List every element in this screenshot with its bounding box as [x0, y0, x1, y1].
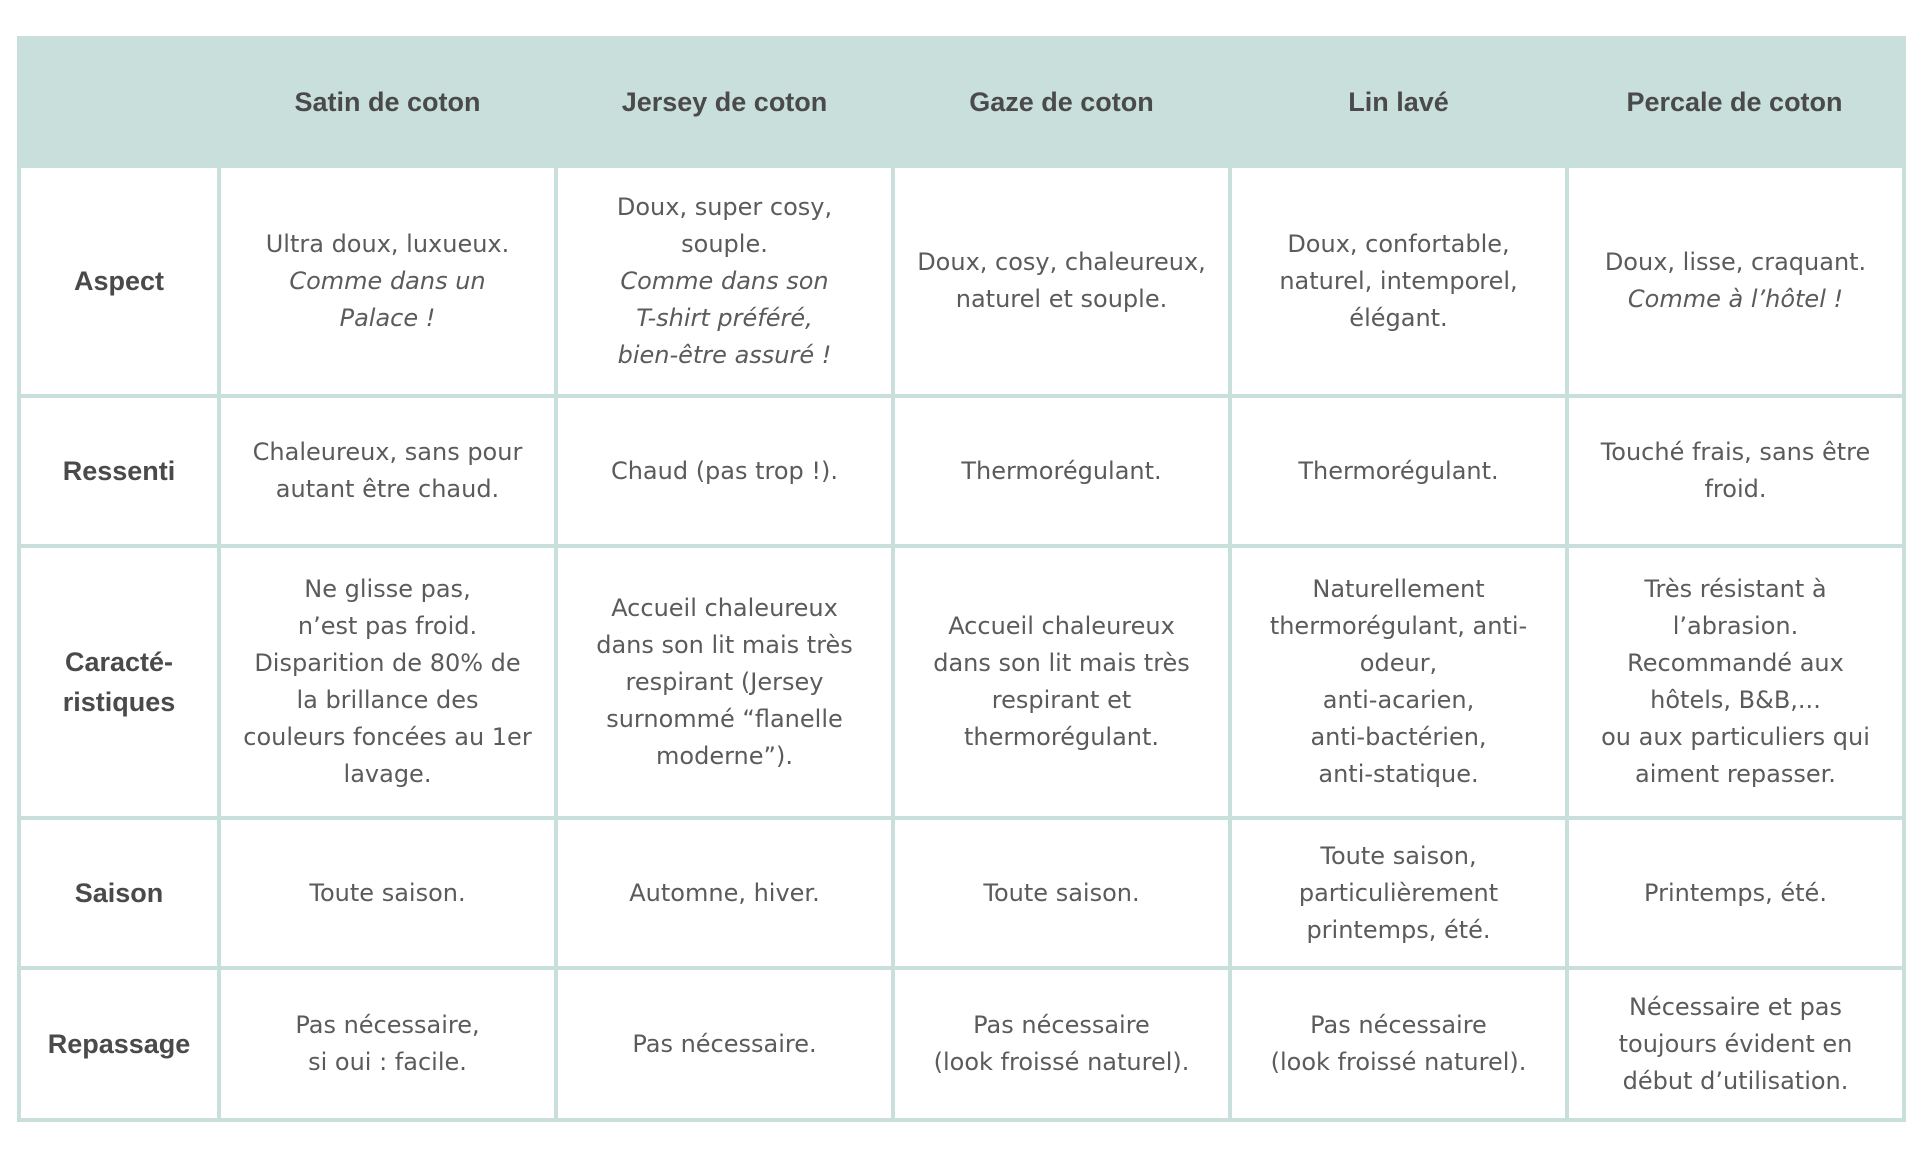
cell-line: froid.: [1704, 475, 1767, 503]
cell-line: Accueil chaleureux: [611, 593, 838, 622]
cell-line-italic: bien-être assuré !: [617, 340, 832, 369]
cell-line: (look froissé naturel).: [933, 1048, 1190, 1076]
cell-line: Pas nécessaire: [973, 1011, 1150, 1039]
cell-line: Toute saison,: [1320, 841, 1477, 870]
cell-line-italic: Comme dans un: [289, 266, 486, 295]
cell-line: naturel, intemporel,: [1279, 266, 1518, 295]
cell-line: anti-bactérien,: [1310, 723, 1487, 751]
cell-saison-satin: [219, 818, 556, 968]
cell-line: respirant et: [991, 686, 1132, 714]
cell-line: Toute saison.: [983, 878, 1140, 907]
cell-line: moderne”).: [656, 741, 793, 770]
cell-ressenti-satin: [219, 396, 556, 546]
cell-line: souple.: [681, 229, 768, 258]
cell-caracteristiques-lin: [1230, 546, 1567, 818]
cell-caracteristiques-satin: [219, 546, 556, 818]
column-header-lin: Lin lavé: [1230, 38, 1567, 166]
cell-line: Nécessaire et pas: [1628, 992, 1843, 1021]
cell-caracteristiques-jersey: [556, 546, 893, 818]
cell-line: anti-acarien,: [1322, 686, 1475, 714]
cell-line: odeur,: [1359, 649, 1438, 677]
cell-line: Naturellement: [1312, 575, 1485, 603]
cell-line: élégant.: [1349, 303, 1448, 332]
cell-line: si oui : facile.: [308, 1048, 467, 1076]
column-header-jersey: Jersey de coton: [556, 38, 893, 166]
row-label-line: Caracté-: [64, 647, 174, 677]
cell-repassage-percale: [1567, 968, 1904, 1120]
table-row-aspect: [19, 166, 1904, 396]
cell-line: Thermorégulant.: [961, 456, 1162, 485]
cell-line-italic: T-shirt préféré,: [636, 303, 813, 332]
cell-line: dans son lit mais très: [933, 649, 1190, 677]
row-label-line: ristiques: [62, 687, 176, 717]
cell-line: autant être chaud.: [275, 475, 500, 503]
header-corner-cell: [19, 38, 219, 166]
cell-line: aiment repasser.: [1635, 760, 1836, 788]
cell-ressenti-jersey: [556, 396, 893, 546]
cell-saison-lin: [1230, 818, 1567, 968]
cell-line: printemps, été.: [1306, 915, 1491, 944]
cell-line: particulièrement: [1298, 878, 1499, 907]
column-header-percale: Percale de coton: [1567, 38, 1904, 166]
cell-line: n’est pas froid.: [297, 612, 478, 640]
cell-line: Recommandé aux: [1627, 649, 1844, 677]
cell-line: Thermorégulant.: [1298, 456, 1499, 485]
row-label-caracteristiques: [19, 546, 219, 818]
cell-repassage-lin: [1230, 968, 1567, 1120]
table-row-repassage: [19, 968, 1904, 1120]
table-header: [19, 38, 1904, 166]
cell-line: Pas nécessaire: [1310, 1011, 1487, 1039]
fabric-comparison-table: [17, 36, 1906, 1122]
cell-line: Doux, confortable,: [1287, 229, 1510, 258]
cell-line: Ne glisse pas,: [304, 575, 471, 603]
cell-aspect-gaze: [893, 166, 1230, 396]
cell-line: Pas nécessaire,: [295, 1011, 480, 1039]
table-row-saison: [19, 818, 1904, 968]
cell-line: couleurs foncées au 1er: [243, 723, 532, 751]
cell-caracteristiques-gaze: [893, 546, 1230, 818]
cell-line: l’abrasion.: [1672, 612, 1799, 640]
cell-line: Touché frais, sans être: [1600, 438, 1871, 466]
cell-line: anti-statique.: [1318, 760, 1479, 788]
cell-ressenti-lin: [1230, 396, 1567, 546]
cell-aspect-satin: [219, 166, 556, 396]
cell-line: Toute saison.: [309, 878, 466, 907]
cell-repassage-jersey: [556, 968, 893, 1120]
cell-line: Doux, super cosy,: [616, 192, 833, 221]
cell-line-italic: Comme dans son: [620, 266, 829, 295]
row-label-repassage: Repassage: [19, 968, 219, 1120]
cell-line: toujours évident en: [1618, 1029, 1853, 1058]
cell-line: début d’utilisation.: [1622, 1066, 1849, 1095]
cell-line: surnommé “flanelle: [606, 704, 843, 733]
cell-aspect-jersey: [556, 166, 893, 396]
table-row-ressenti: [19, 396, 1904, 546]
cell-line: thermorégulant.: [963, 723, 1160, 751]
cell-line: respirant (Jersey: [625, 667, 824, 696]
header-row: [19, 38, 1904, 166]
cell-caracteristiques-percale: [1567, 546, 1904, 818]
cell-line: ou aux particuliers qui: [1601, 723, 1870, 751]
cell-saison-percale: [1567, 818, 1904, 968]
cell-line: lavage.: [343, 760, 432, 788]
cell-line: (look froissé naturel).: [1270, 1048, 1527, 1076]
cell-line: Très résistant à: [1644, 575, 1827, 603]
cell-saison-jersey: [556, 818, 893, 968]
row-label-saison: Saison: [19, 818, 219, 968]
cell-line-italic: Comme à l’hôtel !: [1627, 285, 1844, 313]
row-label-aspect: Aspect: [19, 166, 219, 396]
column-header-gaze: Gaze de coton: [893, 38, 1230, 166]
cell-line: Doux, cosy, chaleureux,: [917, 248, 1206, 276]
cell-line: Chaud (pas trop !).: [610, 456, 839, 485]
cell-line: Automne, hiver.: [629, 878, 820, 907]
cell-line: naturel et souple.: [955, 285, 1168, 313]
cell-line-italic: Palace !: [339, 303, 436, 332]
column-header-satin: Satin de coton: [219, 38, 556, 166]
table-row-caracteristiques: [19, 546, 1904, 818]
cell-line: Disparition de 80% de: [254, 649, 521, 677]
cell-line: thermorégulant, anti-: [1269, 612, 1528, 640]
cell-line: Printemps, été.: [1644, 878, 1827, 907]
cell-line: Pas nécessaire.: [632, 1029, 817, 1058]
cell-line: Doux, lisse, craquant.: [1604, 248, 1867, 276]
cell-ressenti-gaze: [893, 396, 1230, 546]
row-label-ressenti: Ressenti: [19, 396, 219, 546]
cell-line: la brillance des: [296, 686, 479, 714]
cell-saison-gaze: [893, 818, 1230, 968]
cell-line: dans son lit mais très: [596, 630, 853, 659]
cell-ressenti-percale: [1567, 396, 1904, 546]
cell-line: hôtels, B&B,...: [1650, 686, 1821, 714]
table-body: [19, 166, 1904, 1120]
cell-repassage-satin: [219, 968, 556, 1120]
cell-aspect-percale: [1567, 166, 1904, 396]
cell-line: Ultra doux, luxueux.: [265, 229, 510, 258]
cell-aspect-lin: [1230, 166, 1567, 396]
cell-repassage-gaze: [893, 968, 1230, 1120]
cell-line: Accueil chaleureux: [948, 612, 1175, 640]
cell-line: Chaleureux, sans pour: [252, 438, 523, 466]
